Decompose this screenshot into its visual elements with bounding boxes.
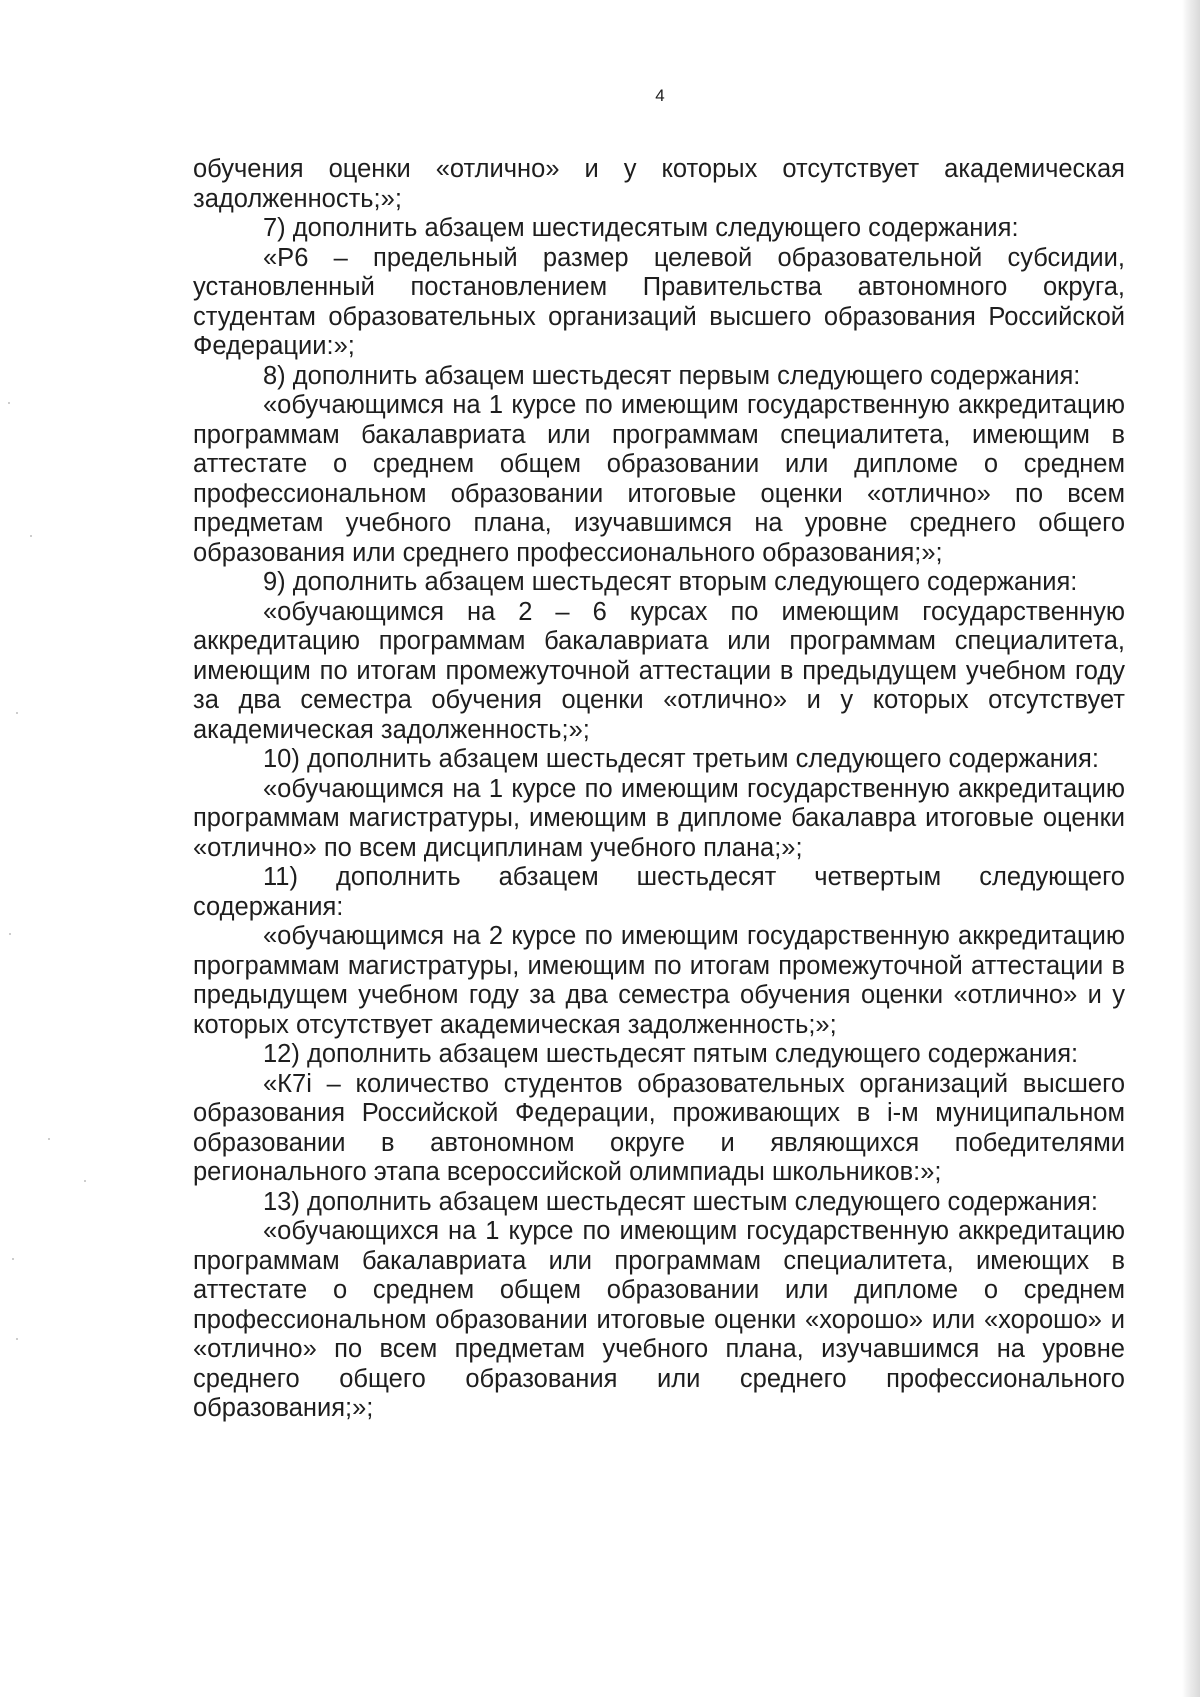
page-edge-shadow bbox=[1182, 0, 1200, 1697]
scan-speck bbox=[16, 712, 18, 714]
paragraph: 11) дополнить абзацем шестьдесят четвертым следующего содержания: bbox=[193, 863, 1125, 921]
paragraph: «обучающихся на 1 курсе по имеющим государственную аккредитацию программам бакалавриата или программам специалитета, имеющих в аттестате о среднем общем образовании или дипломе о среднем профессиональном образовании итоговые оценки «хорошо» или «хорошо» и «отлично» по всем предметам учебного плана, изучавшимся на уровне среднего общего образования или среднего профессионального образования;»; bbox=[193, 1217, 1125, 1422]
paragraph: обучения оценки «отлично» и у которых отсутствует академическая задолженность;»; bbox=[193, 155, 1125, 213]
paragraph: 9) дополнить абзацем шестьдесят вторым следующего содержания: bbox=[263, 568, 1078, 596]
paragraph: 12) дополнить абзацем шестьдесят пятым следующего содержания: bbox=[263, 1040, 1079, 1068]
scan-speck bbox=[30, 535, 32, 537]
scan-speck bbox=[84, 1180, 86, 1182]
paragraph: «обучающимся на 1 курсе по имеющим государственную аккредитацию программам бакалавриата или программам специалитета, имеющим в аттестате о среднем общем образовании или дипломе о среднем профессиональном образовании итоговые оценки «отлично» по всем предметам учебного плана, изучавшимся на уровне среднего общего образования или среднего профессионального образования;»; bbox=[193, 391, 1125, 567]
paragraph: «обучающимся на 2 курсе по имеющим государственную аккредитацию программам магистратуры, имеющим по итогам промежуточной аттестации в предыдущем учебном году за два семестра обучения оценки «отлично» и у которых отсутствует академическая задолженность;»; bbox=[193, 922, 1125, 1039]
page-number: 4 bbox=[655, 86, 665, 105]
paragraph: 8) дополнить абзацем шестьдесят первым следующего содержания: bbox=[263, 361, 1081, 390]
scan-speck bbox=[8, 402, 10, 404]
paragraph: «Р6 – предельный размер целевой образовательной субсидии, установленный постановлением Правительства автономного округа, студентам образовательных организаций высшего образования Российской Федерации:»; bbox=[193, 243, 1125, 360]
paragraph: 7) дополнить абзацем шестидесятым следующего содержания: bbox=[263, 214, 1019, 242]
paragraph: 13) дополнить абзацем шестьдесят шестым следующего содержания: bbox=[263, 1187, 1098, 1216]
scan-speck bbox=[12, 1258, 14, 1260]
scan-speck bbox=[48, 1138, 50, 1140]
paragraph: «К7i – количество студентов образовательных организаций высшего образования Российской Федерации, проживающих в i-м муниципальном образовании в автономном округе и являющихся победителями регионального этапа всероссийской олимпиады школьников:»; bbox=[193, 1069, 1125, 1186]
paragraph: «обучающимся на 1 курсе по имеющим государственную аккредитацию программам магистратуры, имеющим в дипломе бакалавра итоговые оценки «отлично» по всем дисциплинам учебного плана;»; bbox=[193, 774, 1125, 862]
paragraph: 10) дополнить абзацем шестьдесят третьим следующего содержания: bbox=[263, 745, 1099, 773]
paragraph: «обучающимся на 2 – 6 курсах по имеющим государственную аккредитацию программам бакалавриата или программам специалитета, имеющим по итогам промежуточной аттестации в предыдущем учебном году за два семестра обучения оценки «отлично» и у которых отсутствует академическая задолженность;»; bbox=[193, 597, 1125, 744]
scan-speck bbox=[9, 933, 11, 935]
scan-speck bbox=[16, 1338, 18, 1340]
document-body bbox=[193, 155, 1125, 1424]
